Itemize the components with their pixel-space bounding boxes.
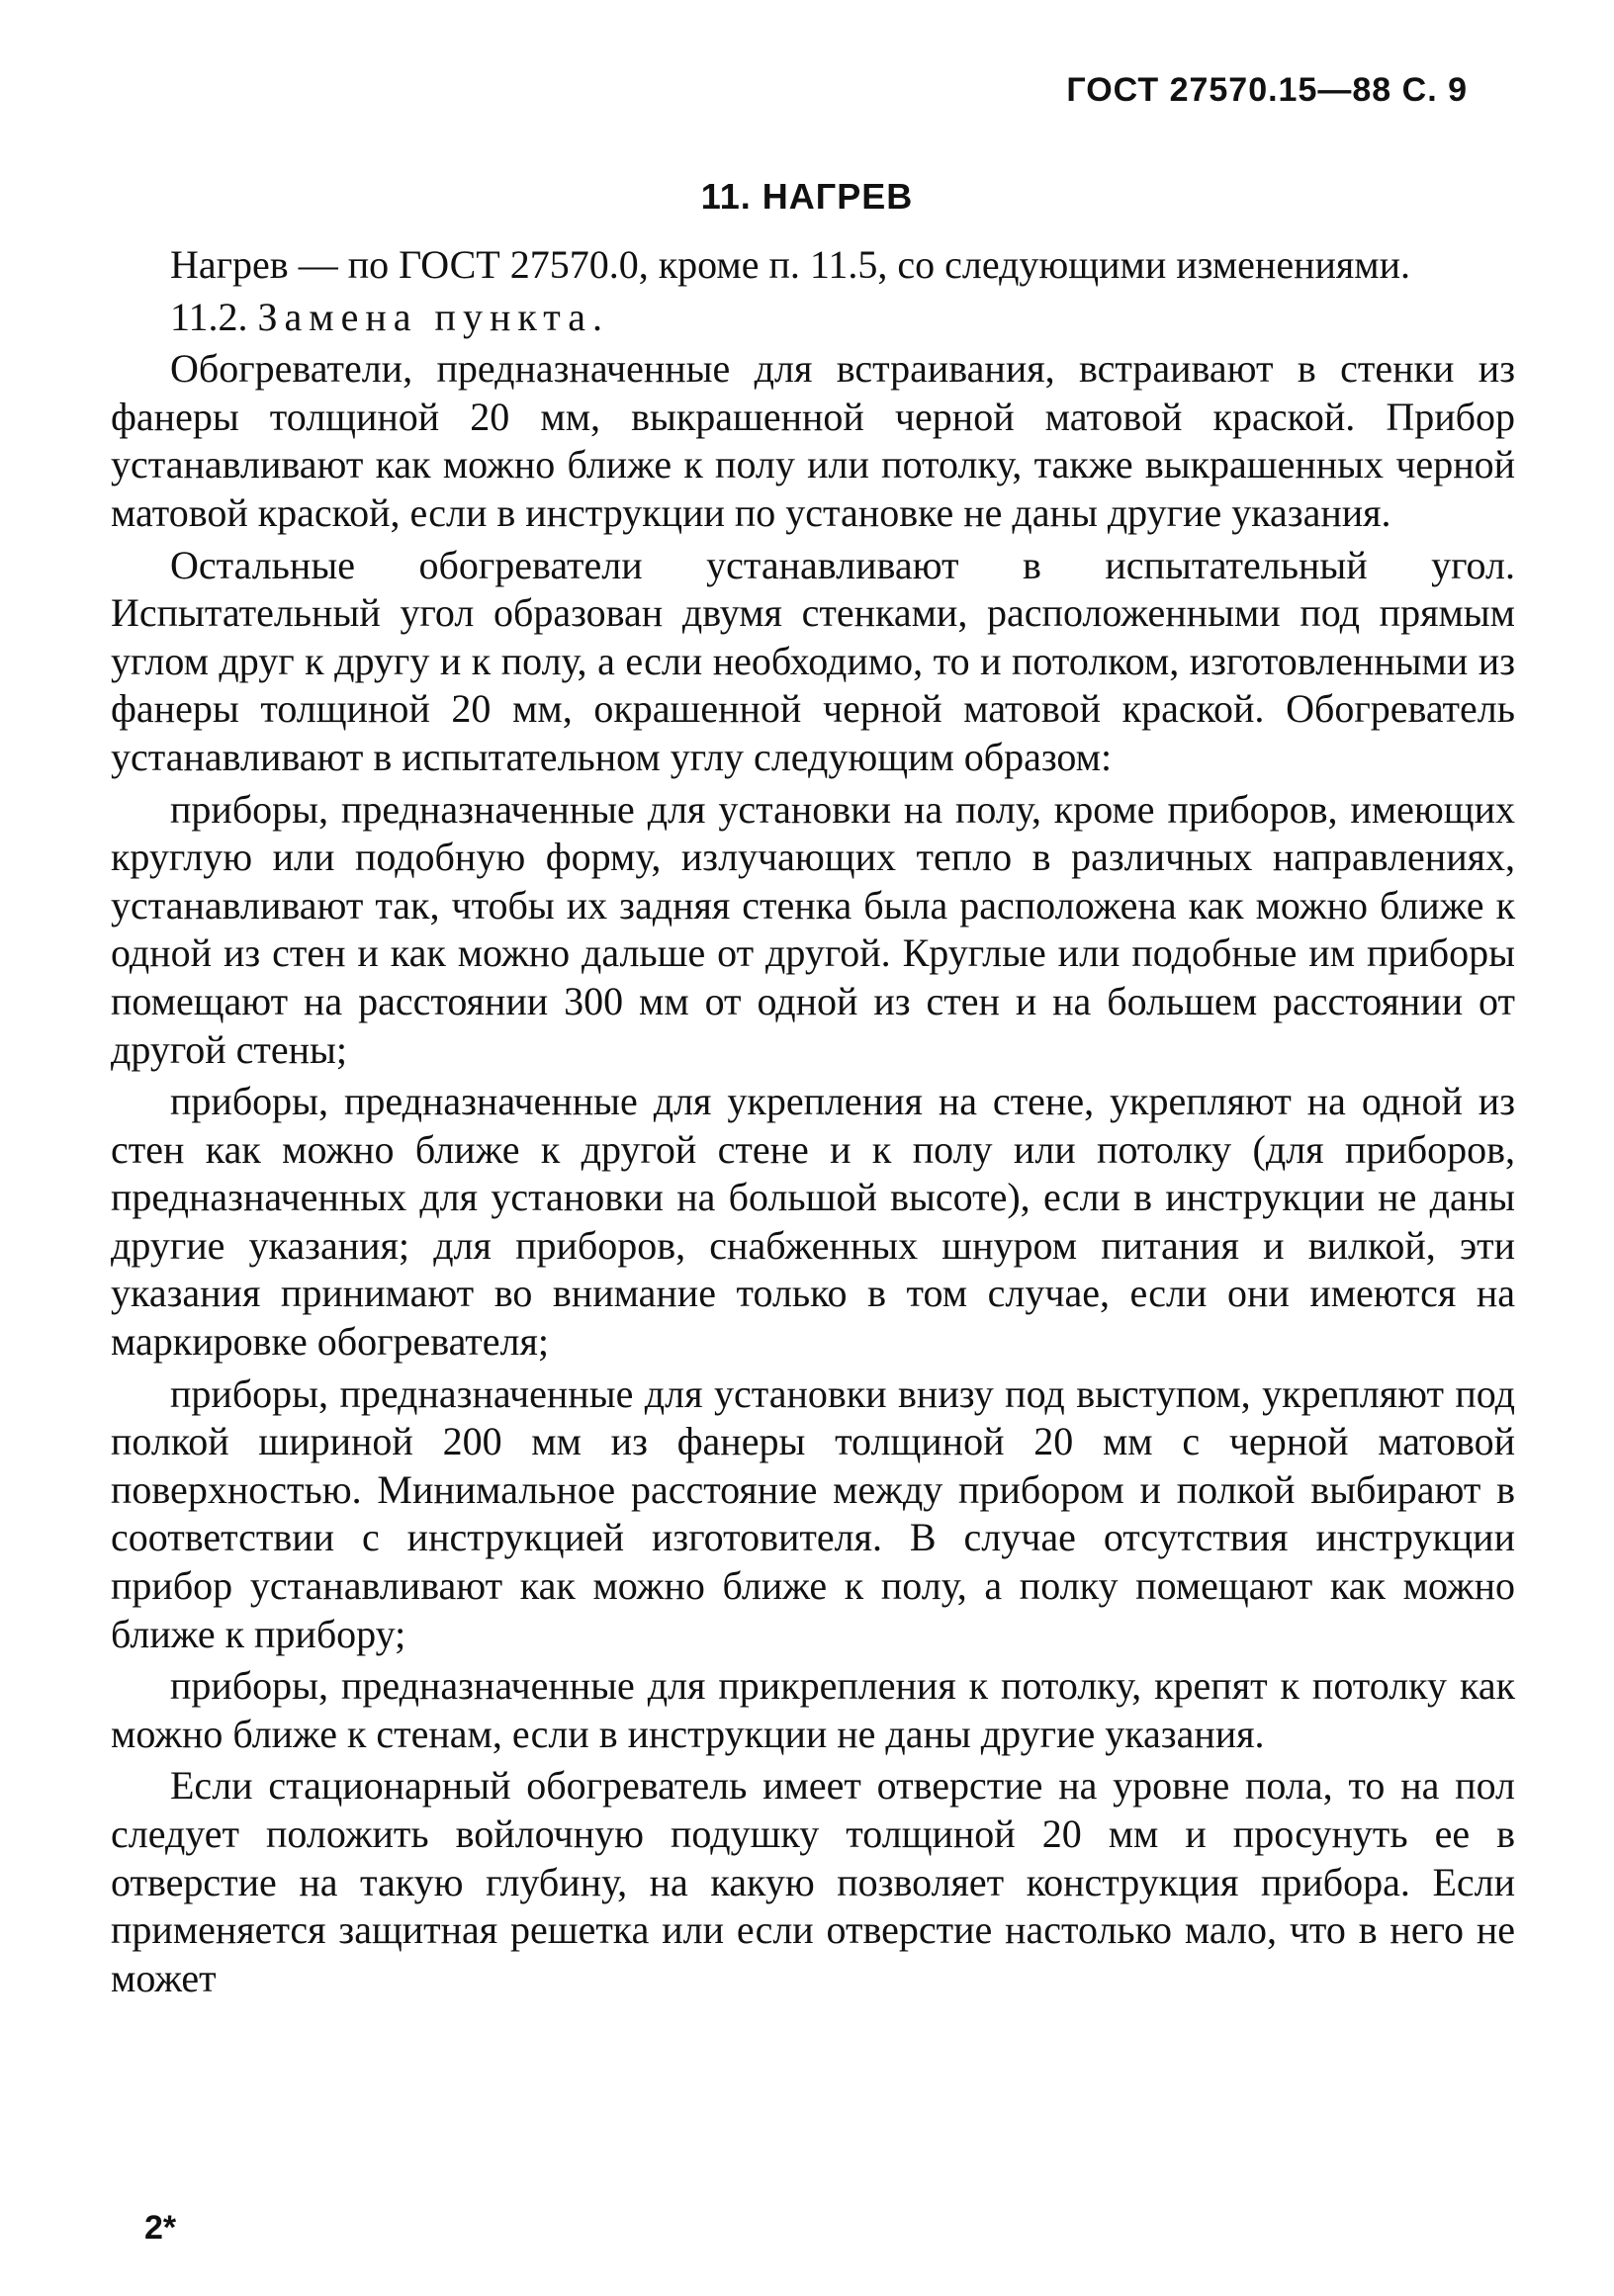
paragraph: Если стационарный обогреватель имеет отверстие на уровне пола, то на пол следует положить войлочную подушку толщиной 20 мм и просунуть ее в отверстие на такую глубину, на какую позволяет конструкция прибора. Если применяется защитная решетка или если отверстие настолько мало, что в него не может bbox=[111, 1763, 1515, 2000]
page-signature-mark: 2* bbox=[144, 2209, 177, 2247]
paragraph: приборы, предназначенные для установки на полу, кроме приборов, имеющих круглую или подобную форму, излучающих тепло в различных направлениях, устанавливают так, чтобы их задняя стенка была расположена как можно ближе к одной из стен и как можно дальше от другой. Круглые или подобные им приборы помещают на расстоянии 300 мм от одной из стен и на большем расстоянии от другой стены; bbox=[111, 786, 1515, 1072]
running-header: ГОСТ 27570.15—88 С. 9 bbox=[1066, 71, 1468, 109]
paragraph: Остальные обогреватели устанавливают в испытательный угол. Испытательный угол образован двумя стенками, расположенными под прямым углом друг к другу и к полу, а если необходимо, то и потолком, изготовленными из фанеры толщиной 20 мм, окрашенной черной матовой краской. Обогреватель устанавливают в испытательном углу следующим образом: bbox=[111, 542, 1515, 779]
paragraph: Обогреватели, предназначенные для встраивания, встраивают в стенки из фанеры толщиной 20 мм, выкрашенной черной матовой краской. Прибор устанавливают как можно ближе к полу или потолку, также выкрашенных черной матовой краской, если в инструкции по установке не даны другие указания. bbox=[111, 346, 1515, 535]
paragraph: приборы, предназначенные для установки внизу под выступом, укрепляют под полкой шириной 200 мм из фанеры толщиной 20 мм с черной матовой поверхностью. Минимальное расстояние между прибором и полкой выбирают в соответствии с инструкцией изготовителя. В случае отсутствия инструкции прибор устанавливают как можно ближе к полу, а полку помещают как можно ближе к прибору; bbox=[111, 1370, 1515, 1656]
paragraph: приборы, предназначенные для прикрепления к потолку, крепят к потолку как можно ближе к стенам, если в инструкции не даны другие указания. bbox=[111, 1663, 1515, 1756]
clause-heading bbox=[111, 294, 1515, 342]
section-title: 11. НАГРЕВ bbox=[700, 176, 914, 217]
clause-title: Замена пункта. bbox=[257, 294, 609, 339]
clause-number: 11.2. bbox=[170, 294, 248, 339]
body-text bbox=[111, 241, 1515, 2006]
paragraph-intro: Нагрев — по ГОСТ 27570.0, кроме п. 11.5, со следующими изменениями. bbox=[170, 242, 1411, 287]
paragraph: приборы, предназначенные для укрепления на стене, укрепляют на одной из стен как можно ближе к другой стене и к полу или потолку (для приборов, предназначенных для установки на большой высоте), если в инструкции не даны другие указания; для приборов, снабженных шнуром питания и вилкой, эти указания принимают во внимание только в том случае, если они имеются на маркировке обогревателя; bbox=[111, 1079, 1515, 1365]
